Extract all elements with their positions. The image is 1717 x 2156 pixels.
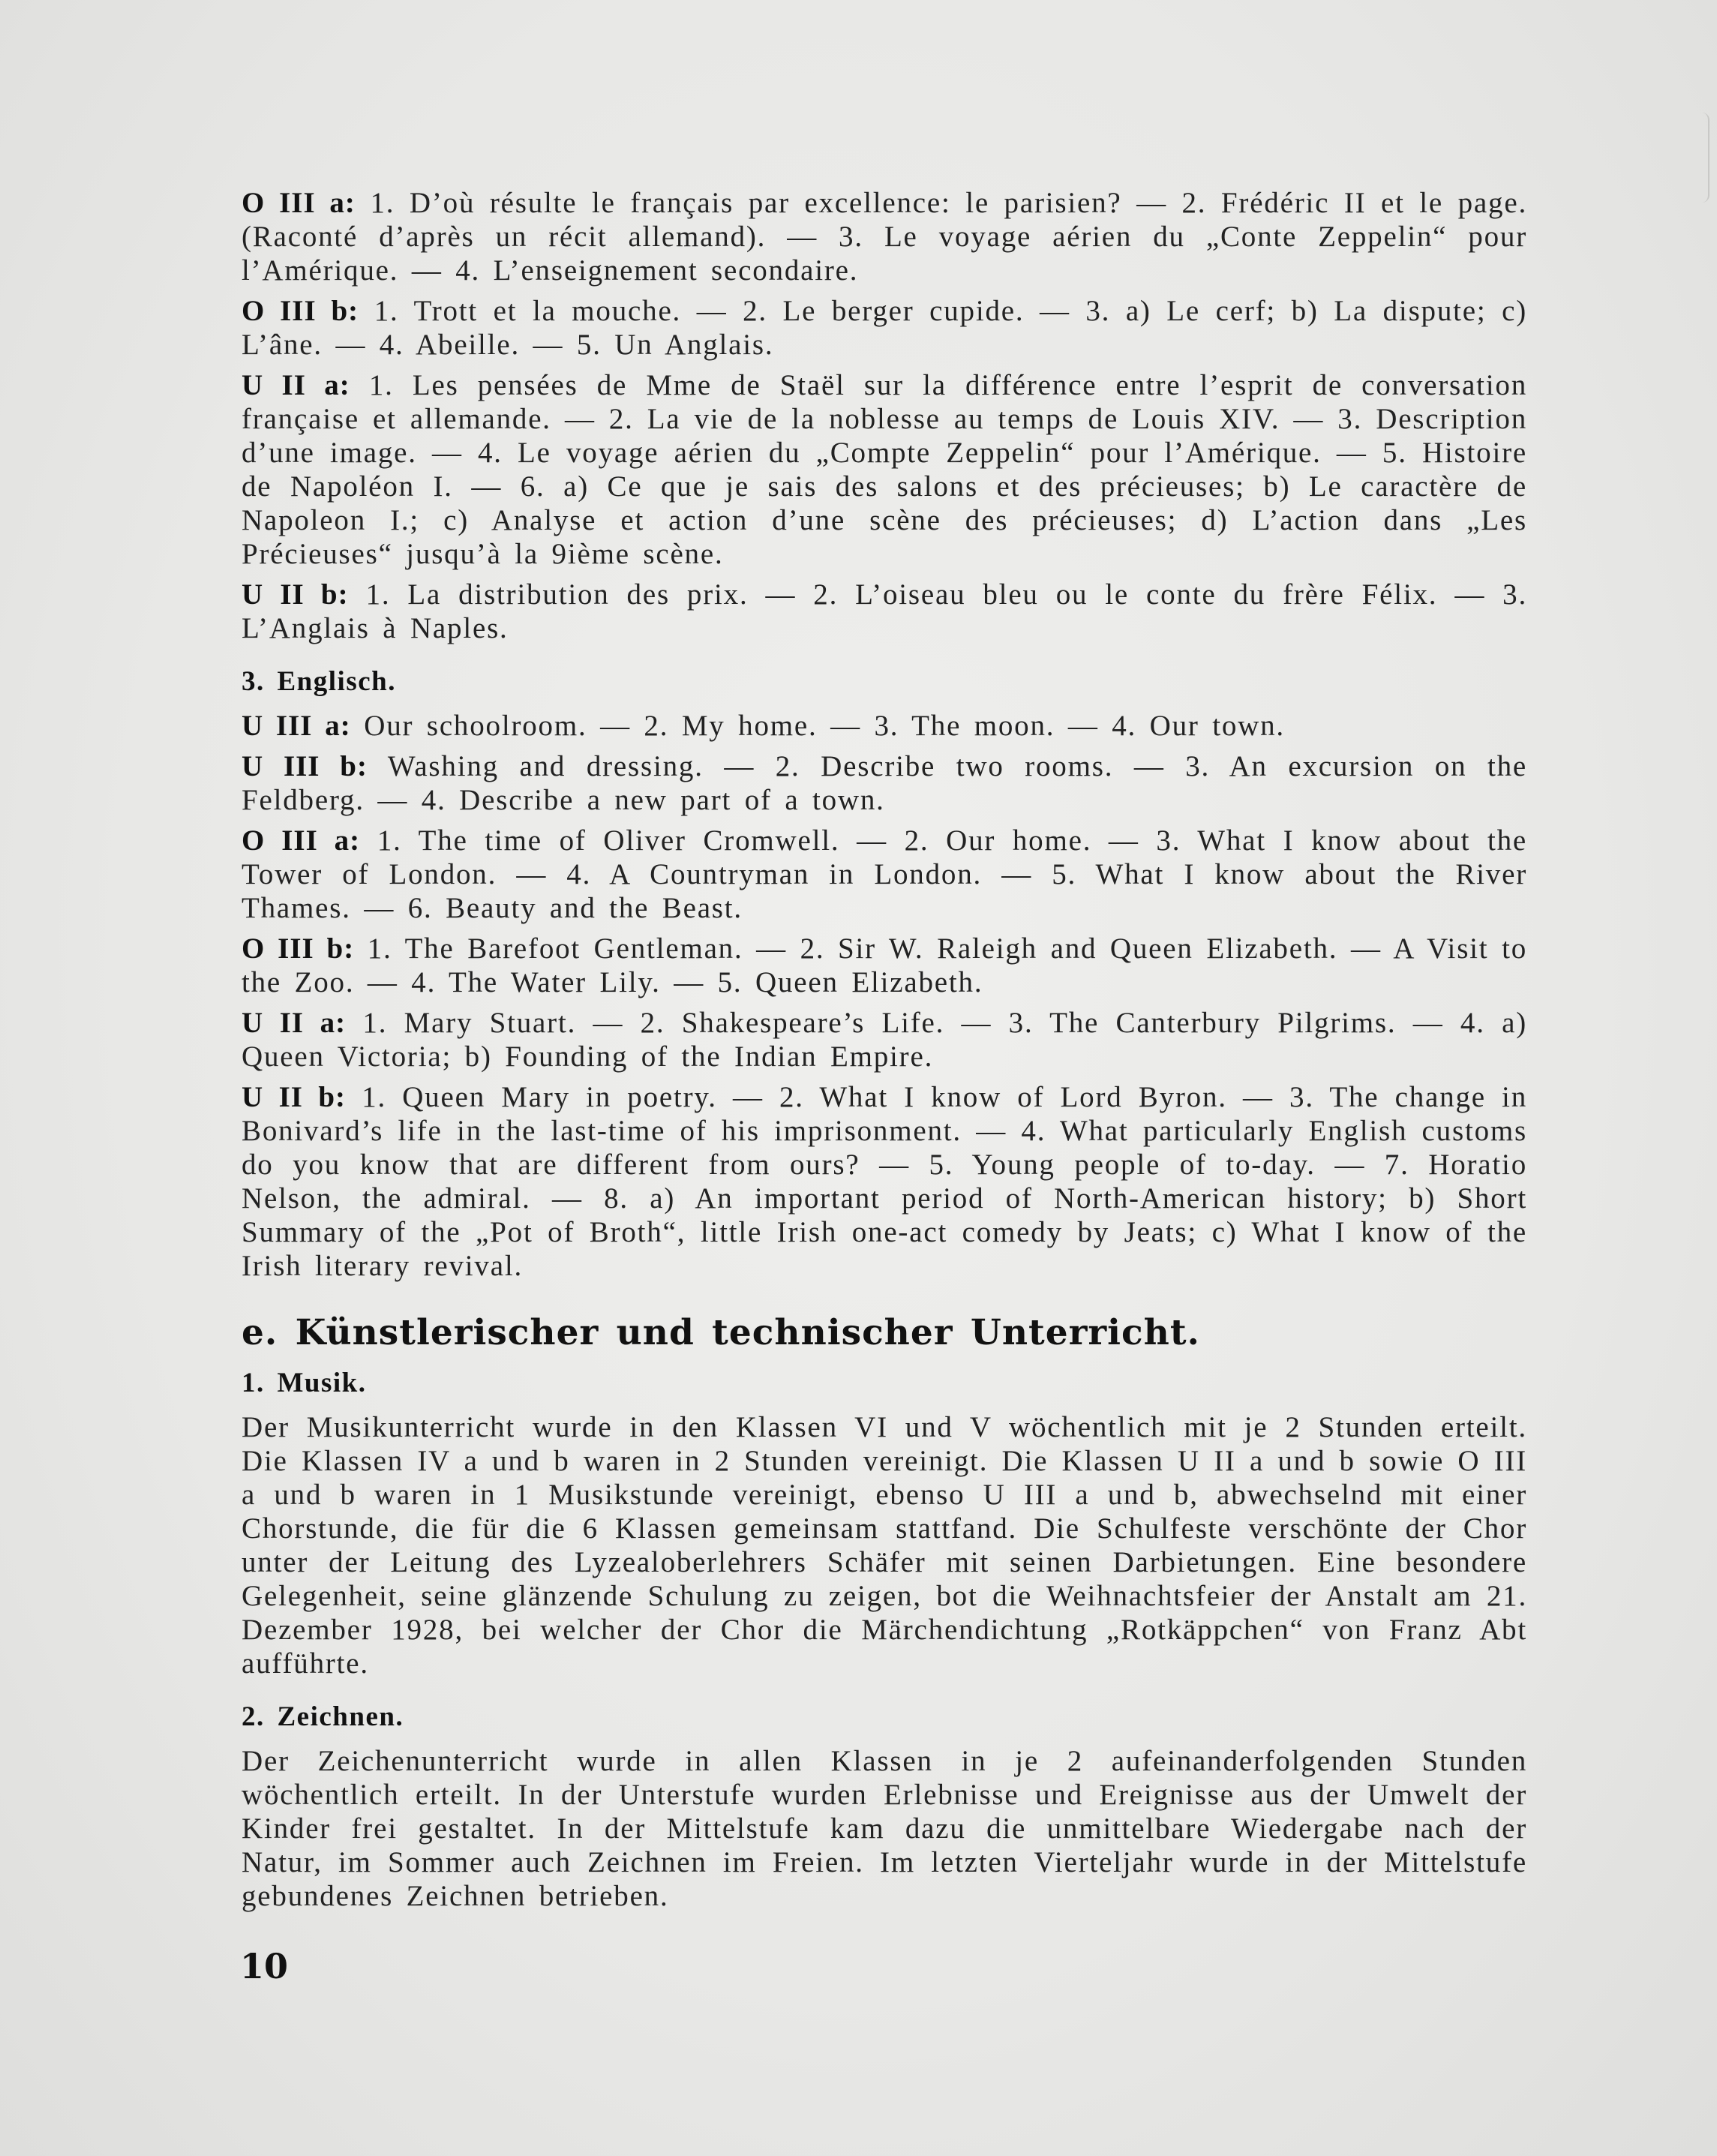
class-label: U III b: <box>242 750 368 782</box>
topic-entry <box>242 749 1527 817</box>
class-label: U II b: <box>242 1081 347 1113</box>
topic-text: 1. Mary Stuart. — 2. Shakespeare’s Life. — 3. The Canterbury Pilgrims. — 4. a) Queen Victoria; b) Founding of the Indian Empire. <box>242 1007 1527 1073</box>
english-topics <box>242 709 1527 1283</box>
topic-text: 1. La distribution des prix. — 2. L’oiseau bleu ou le conte du frère Félix. — 3. L’Anglais à Naples. <box>242 578 1527 644</box>
class-label: U II a: <box>242 369 350 401</box>
class-label: O III a: <box>242 824 361 857</box>
topic-entry <box>242 578 1527 645</box>
section-heading: e. Künstlerischer und technischer Unterricht. <box>242 1312 1200 1353</box>
topic-entry <box>242 368 1527 571</box>
topic-text: Our schoolroom. — 2. My home. — 3. The moon. — 4. Our town. <box>350 710 1285 742</box>
topic-text: 1. D’où résulte le français par excellence: le parisien? — 2. Frédéric II et le page. (Raconté d’après un récit allemand). — 3. Le voyage aérien du „Conte Zeppelin“ pour l’Amérique. — 4. L’enseignement secondaire. <box>242 187 1527 287</box>
topic-text: 1. Trott et la mouche. — 2. Le berger cupide. — 3. a) Le cerf; b) La dispute; c) L’âne. — 4. Abeille. — 5. Un Anglais. <box>242 295 1528 361</box>
class-label: O III b: <box>242 932 355 965</box>
topic-text: 1. The Barefoot Gentleman. — 2. Sir W. Raleigh and Queen Elizabeth. — A Visit to the Zoo. — 4. The Water Lily. — 5. Queen Elizabeth. <box>242 932 1527 998</box>
topic-text: 1. The time of Oliver Cromwell. — 2. Our home. — 3. What I know about the Tower of London. — 4. A Countryman in London. — 5. What I know about the River Thames. — 6. Beauty and the Beast. <box>242 824 1527 924</box>
topic-entry <box>242 932 1527 999</box>
page-edge-shadow <box>1702 113 1709 203</box>
text-column <box>242 186 1527 1926</box>
french-topics <box>242 186 1527 645</box>
music-heading: 1. Musik. <box>242 1368 367 1398</box>
topic-text: 1. Queen Mary in poetry. — 2. What I know of Lord Byron. — 3. The change in Bonivard’s life in the last-time of his imprisonment. — 4. What particularly English customs do you know that are different from ours? — 5. Young people of to-day. — 7. Horatio Nelson, the admiral. — 8. a) An important period of North-American history; b) Short Summary of the „Pot of Broth“, little Irish one-act comedy by Jeats; c) What I know of the Irish literary revival. <box>242 1081 1527 1282</box>
class-label: U III a: <box>242 710 351 742</box>
topic-entry <box>242 824 1527 925</box>
english-heading: 3. Englisch. <box>242 666 396 697</box>
drawing-heading: 2. Zeichnen. <box>242 1701 404 1732</box>
topic-entry <box>242 1080 1527 1283</box>
page-number: 10 <box>240 1946 289 1986</box>
music-paragraph: Der Musikunterricht wurde in den Klassen VI und V wöchentlich mit je 2 Stunden erteilt. Die Klassen IV a und b waren in 2 Stunden vereinigt. Die Klassen U II a und b sowie O III a und b waren in 1 Musikstunde vereinigt, ebenso U III a und b, abwechselnd mit einer Chorstunde, die für die 6 Klassen gemeinsam stattfand. Die Schulfeste verschönte der Chor unter der Leitung des Lyzealoberlehrers Schäfer mit seinen Darbietungen. Eine besondere Gelegenheit, seine glänzende Schulung zu zeigen, bot die Weihnachtsfeier der Anstalt am 21. Dezember 1928, bei welcher der Chor die Märchendichtung „Rotkäppchen“ von Franz Abt aufführte. <box>242 1411 1527 1680</box>
topic-entry <box>242 1006 1527 1073</box>
class-label: U II b: <box>242 578 349 611</box>
topic-entry <box>242 294 1527 362</box>
class-label: U II a: <box>242 1007 347 1039</box>
drawing-paragraph: Der Zeichenunterricht wurde in allen Klassen in je 2 aufeinanderfolgenden Stunden wöchentlich erteilt. In der Unterstufe wurden Erlebnisse und Ereignisse aus der Umwelt der Kinder frei gestaltet. In der Mittelstufe kam dazu die unmittelbare Wiedergabe nach der Natur, im Sommer auch Zeichnen im Freien. Im letzten Vierteljahr wurde in der Mittelstufe gebundenes Zeichnen betrieben. <box>242 1745 1527 1912</box>
topic-entry <box>242 709 1527 743</box>
topic-text: 1. Les pensées de Mme de Staël sur la différence entre l’esprit de conversation française et allemande. — 2. La vie de la noblesse au temps de Louis XIV. — 3. Description d’une image. — 4. Le voyage aérien du „Compte Zeppelin“ pour l’Amérique. — 5. Histoire de Napoléon I. — 6. a) Ce que je sais des salons et des précieuses; b) Le caractère de Napoleon I.; c) Analyse et action d’une scène des précieuses; d) L’action dans „Les Précieuses“ jusqu’à la 9ième scène. <box>242 369 1527 570</box>
topic-entry <box>242 186 1527 287</box>
class-label: O III b: <box>242 295 359 327</box>
class-label: O III a: <box>242 187 356 219</box>
topic-text: Washing and dressing. — 2. Describe two rooms. — 3. An excursion on the Feldberg. — 4. Describe a new part of a town. <box>242 750 1528 816</box>
